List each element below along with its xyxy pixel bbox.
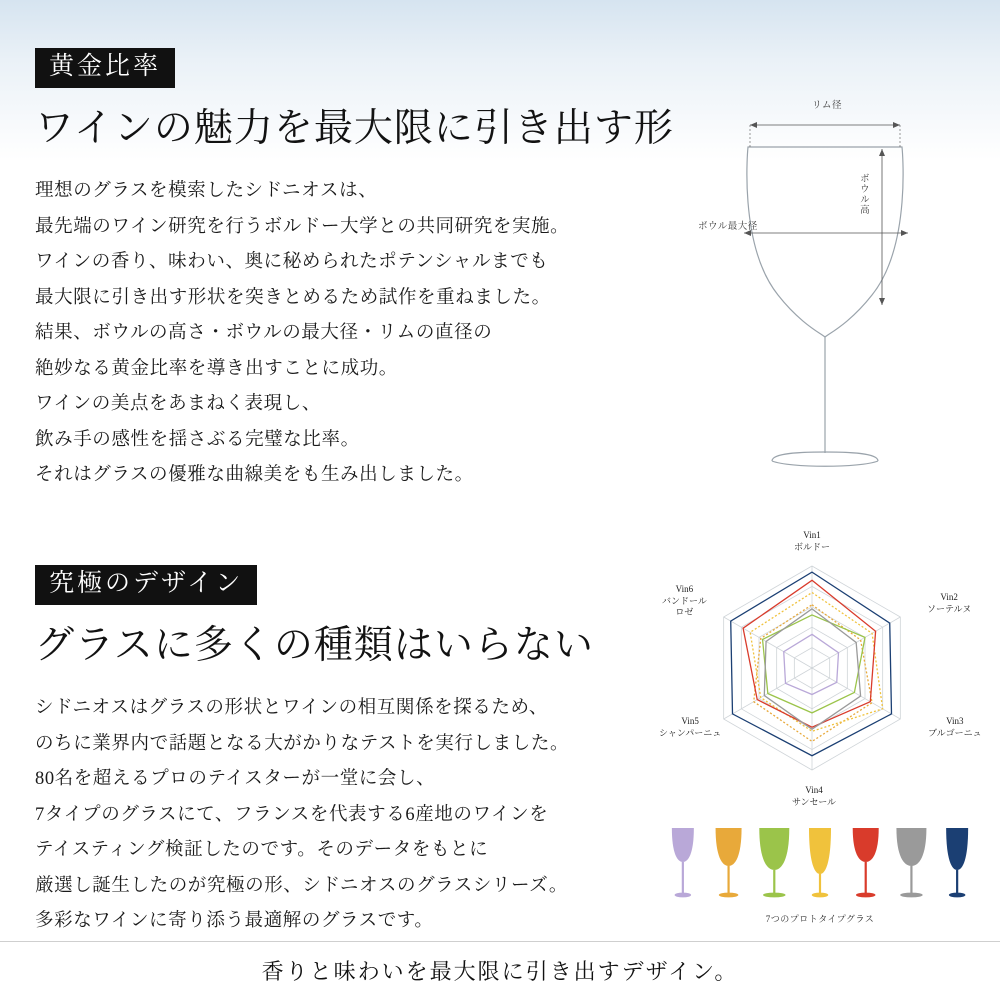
section-tag-ultimate-design: 究極のデザイン xyxy=(35,565,257,605)
radar-axis-label-vin1: Vin1 ボルドー xyxy=(794,530,831,552)
body-line: ワインの香り、味わい、奥に秘められたポテンシャルまでも xyxy=(35,252,549,273)
prototype-glasses-svg xyxy=(660,820,980,910)
radar-axis-label-vin3: Vin3 ブルゴーニュ xyxy=(928,716,982,738)
body-line: 飲み手の感性を揺さぶる完璧な比率。 xyxy=(35,429,360,450)
body-copy-golden-ratio xyxy=(35,174,674,494)
body-line: 結果、ボウルの高さ・ボウルの最大径・リムの直径の xyxy=(35,323,493,344)
body-line: シドニオスはグラスの形状とワインの相互関係を探るため、 xyxy=(35,698,548,719)
body-line: 最大限に引き出す形状を突きとめるため試作を重ねました。 xyxy=(35,287,551,308)
radar-chart xyxy=(640,520,990,820)
body-line: テイスティング検証したのです。そのデータをもとに xyxy=(35,840,489,861)
diagram-label-bowl-max-diameter: ボウル最大径 xyxy=(698,222,758,232)
body-line: 7タイプのグラスにて、フランスを代表する6産地のワインを xyxy=(35,804,549,825)
body-line: 最先端のワイン研究を行うボルドー大学との共同研究を実施。 xyxy=(35,216,570,237)
footer-divider xyxy=(0,941,1000,942)
headline-ultimate-design: グラスに多くの種類はいらない xyxy=(35,623,594,667)
body-line: 80名を超えるプロのテイスターが一堂に会し、 xyxy=(35,769,436,790)
body-line: 厳選し誕生したのが究極の形、シドニオスのグラスシリーズ。 xyxy=(35,875,568,896)
diagram-label-bowl-height: ボウル高 xyxy=(857,173,868,215)
radar-axis-label-vin2: Vin2 ソーテルヌ xyxy=(927,592,972,614)
body-line: ワインの美点をあまねく表現し、 xyxy=(35,394,321,415)
body-line: 絶妙なる黄金比率を導き出すことに成功。 xyxy=(35,358,398,379)
diagram-label-rim-diameter: リム径 xyxy=(812,101,843,111)
glass-measurement-diagram xyxy=(660,95,990,495)
radar-axis-label-vin5: Vin5 シャンパーニュ xyxy=(659,716,722,738)
glass-outline-svg xyxy=(660,95,990,495)
body-line: 多彩なワインに寄り添う最適解のグラスです。 xyxy=(35,911,434,932)
section-golden-ratio xyxy=(35,48,674,494)
body-copy-ultimate-design xyxy=(35,691,594,940)
body-line: のちに業界内で話題となる大がかりなテストを実行しました。 xyxy=(35,733,570,754)
radar-axis-label-vin6: Vin6 バンドール ロゼ xyxy=(662,584,707,618)
body-line: それはグラスの優雅な曲線美をも生み出しました。 xyxy=(35,465,474,486)
section-ultimate-design xyxy=(35,565,594,940)
radar-axis-label-vin4: Vin4 サンセール xyxy=(792,785,837,807)
headline-golden-ratio: ワインの魅力を最大限に引き出す形 xyxy=(35,106,674,150)
body-line: 理想のグラスを模索したシドニオスは、 xyxy=(35,181,378,202)
footer-tagline: 香りと味わいを最大限に引き出すデザイン。 xyxy=(261,959,739,984)
prototype-glasses xyxy=(660,820,980,930)
prototype-glasses-caption: 7つのプロトタイプグラス xyxy=(765,914,875,924)
radar-chart-svg xyxy=(640,520,990,820)
section-tag-golden-ratio: 黄金比率 xyxy=(35,48,175,88)
